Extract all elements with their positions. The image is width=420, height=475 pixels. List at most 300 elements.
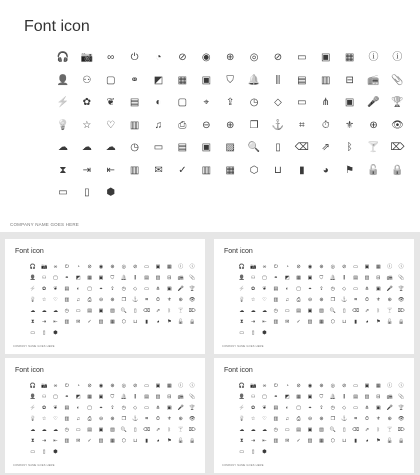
trophy-icon: 🏆 [189,286,196,292]
drop-icon: ◇ [342,286,347,292]
printer-icon: ⎙ [296,297,301,303]
columns-icon: ▥ [307,319,313,325]
box-icon: ▢ [262,275,267,281]
calendar-icon: ▦ [87,275,93,281]
printer-icon: ⎙ [178,119,187,131]
check-circle-icon: ✓ [296,319,301,325]
toggle-icon: ◐ [285,405,289,411]
credit-card-icon: ▭ [30,330,36,336]
target-icon: ◎ [330,264,335,270]
slide-title: Font icon [15,367,44,374]
external-link-icon: ⇗ [364,308,370,314]
lock-icon: 🔒 [391,164,404,176]
timer-icon: ◔ [155,52,162,64]
document-icon: ▤ [297,74,307,86]
tag-icon: ⌦ [397,308,405,314]
user-icon: 👤 [238,394,245,400]
document-icon: ▤ [353,394,358,400]
cocktail-icon: 🍸 [367,142,380,154]
window-icon: ▭ [353,286,358,292]
company-name: COMPANY NAME GOES HERE [10,222,79,227]
server-icon: ▤ [296,427,302,433]
search-icon: 🔍 [120,308,127,314]
power-icon: ⏻ [273,383,278,389]
radio-icon: 📻 [386,275,393,281]
pie-chart-icon: ◕ [365,319,369,325]
trophy-icon: 🏆 [398,405,405,411]
mouse-icon: ▯ [133,427,137,433]
eraser-icon: ⌫ [352,308,360,314]
image-icon: ▨ [319,427,324,433]
drop-icon: ◇ [274,97,282,109]
camera-icon: 📷 [249,264,257,270]
box-icon: ▢ [262,394,267,400]
bar-chart-icon: ▮ [145,438,148,444]
disabled-icon: ⊘ [133,383,138,389]
eye-icon: 👁 [397,416,405,422]
cloud-download-icon: ☁ [52,427,58,433]
chart-doc-icon: ▥ [155,394,161,400]
bulb-icon: 💡 [238,297,245,303]
book-icon: ▯ [42,330,46,336]
sliders-icon: ⫼ [343,394,346,400]
briefcase-icon: ▣ [98,427,104,433]
cloud-icon: ☁ [239,308,245,314]
headphones-icon: 🎧 [238,383,245,389]
minus-circle-icon: ⊖ [307,416,313,422]
plus-circle-2-icon: ⊕ [110,297,115,303]
logout-icon: ⇤ [106,164,115,176]
window-icon: ▭ [297,97,307,109]
stopwatch-icon: ⏱ [156,416,160,422]
disabled-icon: ⊘ [273,52,283,64]
infinity-icon: ∞ [107,52,115,64]
leaf-icon: ❦ [53,286,58,292]
icon-grid [27,262,198,339]
bell-icon: 🔔 [120,275,127,281]
upload-icon: ⇪ [110,286,115,292]
camera-icon: 📷 [40,264,48,270]
check-circle-icon: ✓ [178,164,187,176]
plus-circle-2-icon: ⊕ [319,416,324,422]
chart-doc-icon: ▥ [364,275,370,281]
pie-chart-icon: ◕ [322,164,329,176]
save-icon: ▣ [307,394,313,400]
music-icon: ♫ [76,416,81,422]
box-icon: ▢ [53,275,58,281]
alert-icon: ⓘ [189,264,195,270]
image-icon: ▨ [110,427,115,433]
check-circle-icon: ✓ [87,438,92,444]
stopwatch-icon: ⏱ [365,416,369,422]
inbox-icon: ⊔ [342,319,347,325]
lightning-icon: ⚡ [29,286,36,292]
sliders-icon: ⫼ [343,275,346,281]
music-icon: ♫ [154,119,163,131]
flag-icon: ⚑ [345,164,355,176]
share-icon: ⋔ [364,286,370,292]
disabled-icon: ⊘ [133,264,138,270]
anchor-icon: ⚓ [132,297,139,303]
cloud-upload-icon: ☁ [41,427,47,433]
star-icon: ☆ [41,416,47,422]
target-icon: ◎ [330,383,335,389]
tray-icon: ⊟ [376,394,381,400]
pin-icon: ⌖ [203,97,210,109]
tag-icon: ⌦ [390,142,405,154]
heart-icon: ♡ [262,297,267,303]
timer-icon: ◔ [76,383,80,389]
star-icon: ☆ [41,297,47,303]
user-icon: 👤 [29,275,36,281]
bluetooth-icon: ᛒ [376,427,380,433]
microphone-icon: 🎤 [177,405,184,411]
icon-grid [236,381,407,458]
plus-circle-icon: ⊕ [110,383,115,389]
microphone-icon: 🎤 [177,286,184,292]
mouse-icon: ▯ [342,427,346,433]
bar-chart-icon: ▮ [354,319,357,325]
heart-icon: ♡ [53,297,58,303]
leaf-icon: ❦ [106,97,115,109]
cloud-upload-icon: ☁ [81,142,92,154]
anchor-icon: ⚓ [341,297,348,303]
eraser-icon: ⌫ [143,308,151,314]
pie-chart-icon: ◕ [365,438,369,444]
infinity-icon: ∞ [53,383,58,389]
lock-icon: 🔒 [398,438,405,444]
compass-icon: ⊘ [296,383,301,389]
copy-icon: ❐ [330,297,336,303]
stopwatch-icon: ⏱ [321,119,330,131]
search-icon: 🔍 [247,142,261,154]
disabled-icon: ⊘ [342,383,347,389]
book-icon: ▯ [251,330,255,336]
inbox-icon: ⊔ [133,319,138,325]
cube-icon: ⬢ [53,449,58,455]
browser-icon: ▤ [64,405,70,411]
history-icon: ◷ [64,308,70,314]
plus-circle-2-icon: ⊕ [110,416,115,422]
main-slide[interactable] [0,0,420,232]
tag-icon: ⌦ [397,427,405,433]
frame-icon: ⌗ [145,416,149,422]
bag-icon: ▢ [177,97,188,109]
slide-title: Font icon [15,248,44,255]
share-icon: ⋔ [155,286,161,292]
shield-icon: ⛉ [319,394,324,400]
alert-icon: ⓘ [392,52,403,64]
paperclip-icon: 📎 [189,394,196,400]
leaf-icon: ❦ [53,405,58,411]
cassette-icon: ▣ [167,286,172,292]
grid-icon: ▦ [110,438,115,444]
hourglass-icon: ⧗ [59,164,67,176]
mail-icon: ✉ [154,164,163,176]
radio-icon: 📻 [177,275,184,281]
drop-icon: ◇ [133,405,138,411]
search-icon: 🔍 [329,308,336,314]
briefcase-icon: ▣ [98,308,104,314]
browser-icon: ▤ [273,286,279,292]
calculator-icon: ▦ [376,383,381,389]
drop-icon: ◇ [133,286,138,292]
calculator-icon: ▦ [344,52,355,64]
shield-icon: ⛉ [226,74,234,86]
power-icon: ⏻ [273,264,278,270]
bookmark-circle-icon: ◉ [307,383,313,389]
plus-circle-icon: ⊕ [225,52,235,64]
briefcase-icon: ▣ [201,142,212,154]
star-icon: ☆ [250,297,256,303]
film-icon: ▥ [129,119,140,131]
flag-icon: ⚑ [376,438,381,444]
logout-icon: ⇤ [53,319,58,325]
tray-icon: ⊟ [167,275,172,281]
printer-icon: ⎙ [87,416,92,422]
upload-icon: ⇪ [319,405,324,411]
server-icon: ▤ [87,308,93,314]
box-icon: ▢ [53,394,58,400]
users-icon: ⚇ [41,275,47,281]
layout-icon: ▥ [273,438,279,444]
sliders-icon: ⫼ [275,74,281,86]
bag-icon: ▢ [296,405,302,411]
lightning-icon: ⚡ [238,286,245,292]
radio-icon: 📻 [386,394,393,400]
cloud-upload-icon: ☁ [250,308,256,314]
shield-icon: ⛉ [110,394,115,400]
pie-chart-icon: ◕ [156,319,160,325]
thumbnail-slide-4[interactable] [214,358,414,473]
unlock-icon: 🔓 [367,164,380,176]
sprout-icon: ✿ [250,286,256,292]
film-icon: ▥ [64,416,70,422]
cassette-icon: ▣ [344,97,355,109]
columns-icon: ▥ [201,164,212,176]
compass-icon: ⊘ [87,264,92,270]
medal-icon: ⚜ [167,416,172,422]
film-icon: ▥ [64,297,70,303]
layout-icon: ▥ [273,319,279,325]
cloud-upload-icon: ☁ [41,308,47,314]
users-icon: ⚇ [250,275,256,281]
eye-icon: 👁 [397,297,405,303]
plus-circle-2-icon: ⊕ [225,119,235,131]
plus-circle-icon: ⊕ [319,264,324,270]
bell-icon: 🔔 [329,275,336,281]
sliders-icon: ⫼ [134,275,137,281]
login-icon: ⇥ [250,438,256,444]
mouse-icon: ▯ [342,308,346,314]
globe-icon: ⊕ [387,297,392,303]
history-icon: ◷ [64,427,70,433]
grid-icon: ▦ [225,164,235,176]
shield-icon: ⛉ [319,275,324,281]
bag-icon: ▢ [87,405,93,411]
external-link-icon: ⇗ [364,427,370,433]
history-icon: ◷ [273,308,279,314]
disabled-icon: ⊘ [342,264,347,270]
pin-icon: ⌖ [308,286,312,292]
tag-icon: ⌦ [188,308,196,314]
external-link-icon: ⇗ [155,308,161,314]
pie-chart-icon: ◕ [156,438,160,444]
bookmark-circle-icon: ◉ [307,264,313,270]
star-icon: ☆ [82,119,92,131]
window-icon: ▭ [144,405,149,411]
headphones-icon: 🎧 [29,383,36,389]
monitor-icon: ▭ [284,308,290,314]
copy-icon: ❐ [121,297,127,303]
cocktail-icon: 🍸 [386,427,393,433]
copy-icon: ❐ [330,416,336,422]
browser-icon: ▤ [64,286,70,292]
heart-icon: ♡ [106,119,116,131]
cloud-download-icon: ☁ [52,308,58,314]
document-icon: ▤ [144,275,149,281]
tray-icon: ⊟ [376,275,381,281]
slide-title: Font icon [224,248,253,255]
book-icon: ▯ [42,449,46,455]
stopwatch-icon: ⏱ [156,297,160,303]
box-3d-icon: ⬡ [121,438,126,444]
search-icon: 🔍 [120,427,127,433]
inbox-icon: ⊔ [133,438,138,444]
target-icon: ◎ [121,264,126,270]
hourglass-icon: ⧗ [239,438,244,444]
share-icon: ⋔ [155,405,161,411]
login-icon: ⇥ [250,319,256,325]
image-icon: ▨ [110,308,115,314]
eraser-icon: ⌫ [143,427,151,433]
infinity-icon: ∞ [262,264,267,270]
bell-icon: 🔔 [120,394,127,400]
unlock-icon: 🔓 [386,438,393,444]
monitor-icon: ▭ [75,308,81,314]
crop-icon: ◩ [75,275,81,281]
plus-circle-icon: ⊕ [110,264,115,270]
compass-icon: ⊘ [296,264,301,270]
logout-icon: ⇤ [53,438,58,444]
copy-icon: ❐ [249,119,259,131]
info-icon: ⓘ [387,383,393,389]
user-icon: 👤 [238,275,245,281]
chat-icon: ▭ [144,264,149,270]
save-icon: ▣ [98,394,104,400]
leaf-icon: ❦ [262,286,267,292]
thumbnail-slide-3[interactable] [5,358,205,473]
link-icon: ⚭ [273,275,278,281]
icon-grid [27,381,198,458]
monitor-icon: ▭ [153,142,164,154]
calendar-icon: ▦ [87,394,93,400]
document-icon: ▤ [144,394,149,400]
check-circle-icon: ✓ [87,319,92,325]
share-icon: ⋔ [321,97,330,109]
cassette-icon: ▣ [376,286,381,292]
crop-icon: ◩ [75,394,81,400]
users-icon: ⚇ [82,74,92,86]
bookmark-circle-icon: ◉ [98,383,104,389]
chat-bubbles-icon: ▣ [155,264,161,270]
bar-chart-icon: ▮ [299,164,305,176]
cloud-download-icon: ☁ [261,427,267,433]
grid-icon: ▦ [110,319,115,325]
layout-icon: ▥ [64,319,70,325]
box-3d-icon: ⬡ [330,319,335,325]
bluetooth-icon: ᛒ [167,308,171,314]
music-icon: ♫ [285,416,290,422]
chart-doc-icon: ▥ [155,275,161,281]
camera-icon: 📷 [80,52,94,64]
tray-icon: ⊟ [345,74,354,86]
mail-icon: ✉ [285,319,290,325]
lock-icon: 🔒 [189,319,196,325]
pin-icon: ⌖ [99,405,103,411]
medal-icon: ⚜ [376,297,381,303]
clock-icon: ◷ [330,286,335,292]
cloud-icon: ☁ [30,427,36,433]
external-link-icon: ⇗ [155,427,161,433]
box-icon: ▢ [106,74,116,86]
toggle-icon: ◐ [76,286,80,292]
trophy-icon: 🏆 [398,286,405,292]
alert-icon: ⓘ [398,383,404,389]
credit-card-icon: ▭ [58,187,68,199]
credit-card-icon: ▭ [239,330,245,336]
window-icon: ▭ [144,286,149,292]
cocktail-icon: 🍸 [386,308,393,314]
lightning-icon: ⚡ [56,97,70,109]
cloud-download-icon: ☁ [105,142,116,154]
calculator-icon: ▦ [167,383,172,389]
clock-icon: ◷ [249,97,259,109]
lightning-icon: ⚡ [238,405,245,411]
slide-title: Font icon [224,367,253,374]
thumbnail-slide-2[interactable] [214,239,414,354]
clock-icon: ◷ [121,405,126,411]
compass-icon: ⊘ [87,383,92,389]
save-icon: ▣ [98,275,104,281]
radio-icon: 📻 [177,394,184,400]
cassette-icon: ▣ [376,405,381,411]
company-name: COMPANY NAME GOES HERE [13,464,55,467]
flag-icon: ⚑ [376,319,381,325]
infinity-icon: ∞ [262,383,267,389]
paperclip-icon: 📎 [398,394,405,400]
search-icon: 🔍 [329,427,336,433]
frame-icon: ⌗ [354,297,358,303]
icon-grid [51,47,409,205]
bulb-icon: 💡 [29,297,36,303]
briefcase-icon: ▣ [307,308,313,314]
pin-icon: ⌖ [308,405,312,411]
image-icon: ▨ [319,308,324,314]
book-icon: ▯ [84,187,90,199]
pin-icon: ⌖ [99,286,103,292]
cocktail-icon: 🍸 [177,308,184,314]
flag-icon: ⚑ [167,319,172,325]
link-icon: ⚭ [64,275,69,281]
trophy-icon: 🏆 [189,405,196,411]
music-icon: ♫ [76,297,81,303]
toggle-icon: ◐ [76,405,80,411]
thumbnail-slide-1[interactable] [5,239,205,354]
timer-icon: ◔ [76,264,80,270]
bookmark-circle-icon: ◉ [201,52,211,64]
inbox-icon: ⊔ [342,438,347,444]
